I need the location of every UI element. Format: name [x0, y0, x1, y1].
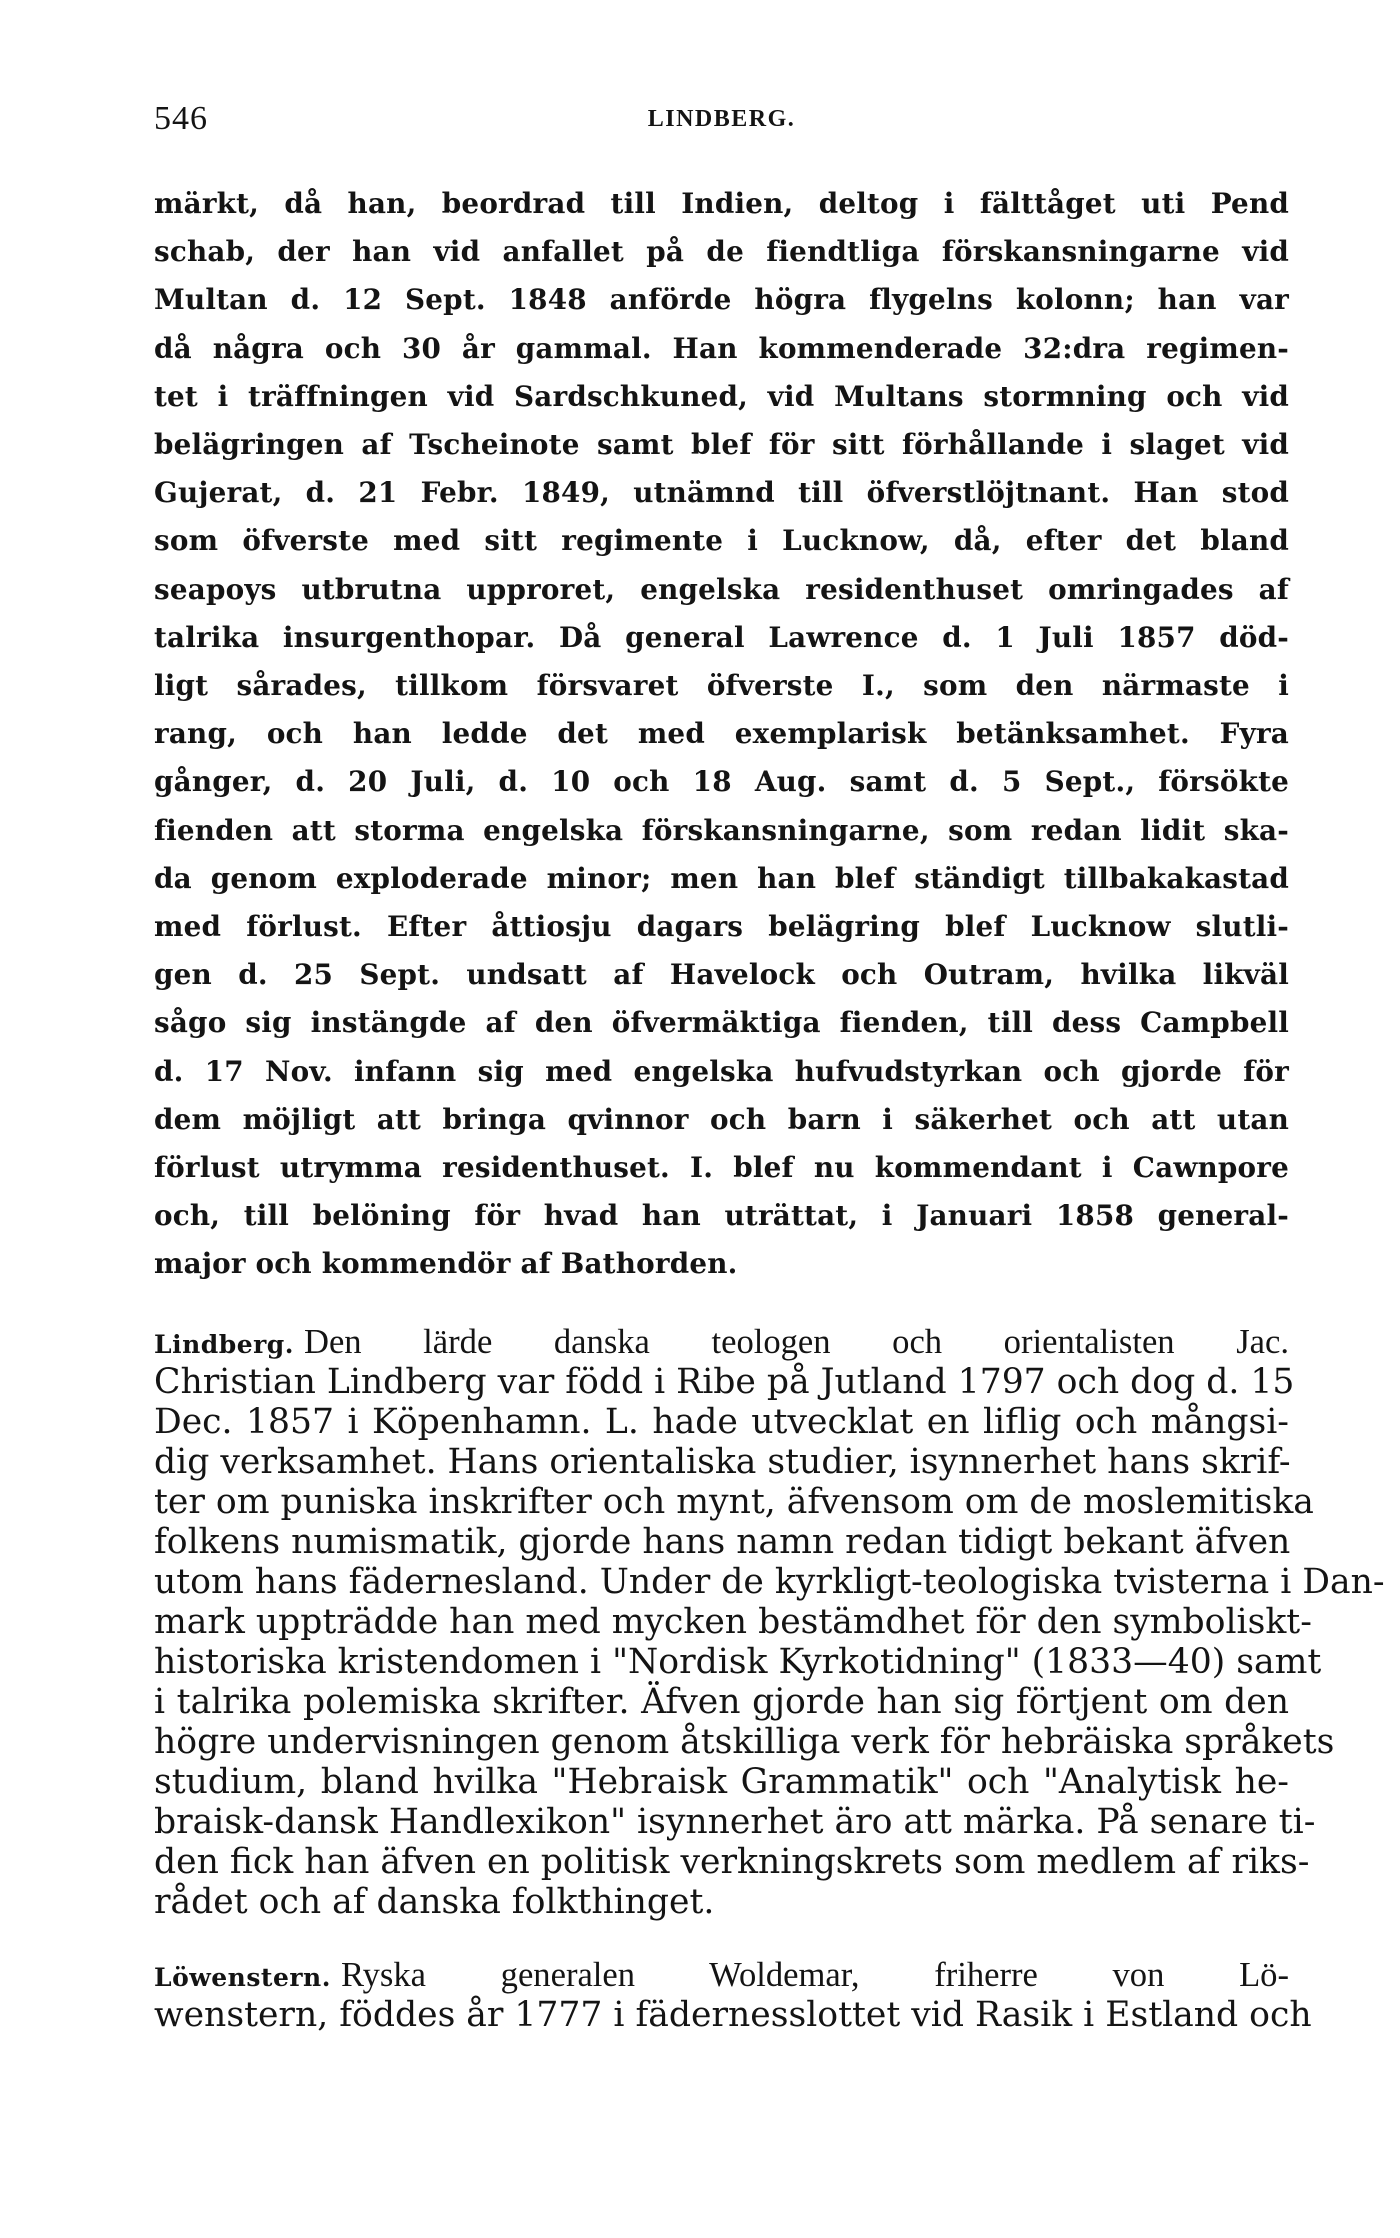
page-number: 546 [154, 100, 208, 137]
text-line: talrika insurgenthopar. Då general Lawrence d. 1 Juli 1857 död- [154, 620, 1289, 654]
text-line: utom hans fädernesland. Under de kyrkligt-teologiska tvisterna i Dan- [154, 1561, 1385, 1602]
text-line: förlust utrymma residenthuset. I. blef nu kommendant i Cawnpore [154, 1151, 1289, 1185]
text-line: da genom exploderade minor; men han blef ständigt tillbakakastad [154, 861, 1289, 895]
entry-body [154, 1361, 1385, 1922]
text-line: sågo sig instängde af den öfvermäktiga fienden, till dess Campbell [154, 1006, 1289, 1040]
text-line: gen d. 25 Sept. undsatt af Havelock och Outram, hvilka likväl [154, 958, 1289, 992]
text-line: som öfverste med sitt regimente i Lucknow, då, efter det bland [154, 524, 1289, 558]
text-line: dem möjligt att bringa qvinnor och barn i säkerhet och att utan [154, 1102, 1289, 1136]
text-line: tet i träffningen vid Sardschkuned, vid Multans stormning och vid [154, 379, 1289, 413]
text-line: schab, der han vid anfallet på de fiendtliga förskansningarne vid [154, 235, 1289, 269]
page-header [154, 100, 1289, 148]
text-line: märkt, då han, beordrad till Indien, deltog i fälttåget uti Pend [154, 187, 1289, 220]
text-line: Multan d. 12 Sept. 1848 anförde högra flygelns kolonn; han var [154, 283, 1289, 317]
text-line: studium, bland hvilka "Hebraisk Grammatik" och "Analytisk he- [154, 1761, 1289, 1802]
entry-heading: Lindberg. [154, 1329, 294, 1359]
text-line: rang, och han ledde det med exemplarisk betänksamhet. Fyra [154, 717, 1289, 751]
text-line: i talrika polemiska skrifter. Äfven gjorde han sig förtjent om den [154, 1681, 1289, 1722]
running-head: LINDBERG. [647, 106, 796, 132]
text-line: belägringen af Tscheinote samt blef för sitt förhållande i slaget vid [154, 428, 1289, 462]
text-line: wenstern, föddes år 1777 i fädernesslottet vid Rasik i Estland och [154, 1994, 1312, 2035]
text-line: högre undervisningen genom åtskilliga verk för hebräiska språkets [154, 1721, 1335, 1762]
text-line: Gujerat, d. 21 Febr. 1849, utnämnd till öfverstlöjtnant. Han stod [154, 476, 1289, 510]
text-line: d. 17 Nov. infann sig med engelska hufvudstyrkan och gjorde för [154, 1054, 1289, 1088]
text-line: den fick han äfven en politisk verkningskrets som medlem af riks- [154, 1841, 1310, 1882]
text-line: då några och 30 år gammal. Han kommenderade 32:dra regimen- [154, 331, 1289, 365]
text-line: med förlust. Efter åttiosju dagars belägring blef Lucknow slutli- [154, 910, 1289, 944]
entry-lindberg [154, 1322, 1385, 1922]
text-line: historiska kristendomen i "Nordisk Kyrkotidning" (1833—40) samt [154, 1641, 1322, 1682]
text-line: rådet och af danska folkthinget. [154, 1881, 715, 1922]
entry-first-line-text: Den lärde danska teologen och orientalisten Jac. [303, 1322, 1289, 1361]
body-text [154, 180, 1385, 2035]
entry-body [154, 1994, 1312, 2035]
continuation-paragraph [154, 180, 1289, 1289]
entry-first-line [154, 1322, 1289, 1362]
text-line: Dec. 1857 i Köpenhamn. L. hade utvecklat en liflig och mångsi- [154, 1401, 1289, 1442]
text-line: dig verksamhet. Hans orientaliska studier, isynnerhet hans skrif- [154, 1441, 1291, 1482]
text-line: folkens numismatik, gjorde hans namn redan tidigt bekant äfven [154, 1521, 1291, 1562]
text-line: fienden att storma engelska förskansningarne, som redan lidit ska- [154, 813, 1289, 847]
text-line: och, till belöning för hvad han uträttat, i Januari 1858 general- [154, 1199, 1289, 1233]
entry-first-line [154, 1955, 1289, 1995]
text-line: seapoys utbrutna upproret, engelska residenthuset omringades af [154, 572, 1289, 606]
entry-first-line-text: Ryska generalen Woldemar, friherre von Lö- [340, 1955, 1289, 1994]
entry-heading: Löwenstern. [154, 1962, 331, 1992]
text-line: mark uppträdde han med mycken bestämdhet för den symboliskt- [154, 1601, 1312, 1642]
book-page [154, 100, 1385, 2035]
text-line: major och kommendör af Bathorden. [154, 1247, 738, 1281]
text-line: braisk-dansk Handlexikon" isynnerhet äro att märka. På senare ti- [154, 1801, 1316, 1842]
entry-lowenstern [154, 1955, 1312, 2035]
text-line: Christian Lindberg var född i Ribe på Jutland 1797 och dog d. 15 [154, 1361, 1295, 1402]
text-line: gånger, d. 20 Juli, d. 10 och 18 Aug. samt d. 5 Sept., försökte [154, 765, 1289, 799]
text-line: ligt sårades, tillkom försvaret öfverste I., som den närmaste i [154, 669, 1289, 703]
text-line: ter om puniska inskrifter och mynt, äfvensom om de moslemitiska [154, 1481, 1314, 1522]
